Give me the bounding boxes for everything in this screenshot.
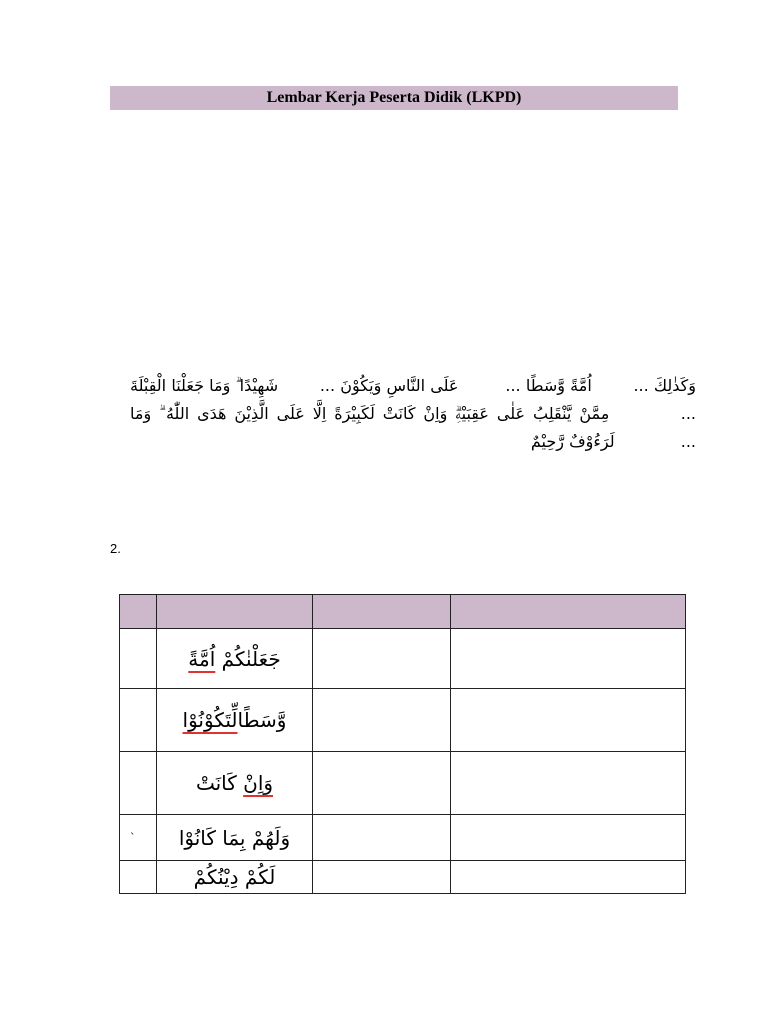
row-number-cell: [120, 629, 157, 689]
word-main: كَانَتْ: [195, 771, 237, 795]
answer-cell-b[interactable]: [451, 861, 686, 894]
arabic-word-cell: [157, 815, 313, 861]
answer-cell-a[interactable]: [313, 815, 451, 861]
arabic-word-cell: [157, 689, 313, 752]
header-cell-b: [451, 595, 686, 629]
word-underlined: لِّتَكُوْنُوْا: [182, 708, 238, 732]
word-main: وَلَهُمْ: [251, 825, 291, 850]
word-underlined: اُمَّةً: [188, 646, 216, 671]
answer-cell-b[interactable]: [451, 689, 686, 752]
table-row: [120, 861, 686, 894]
verse-segment: اُمَّةً وَّسَطًا ...: [505, 376, 592, 395]
arabic-word-cell: [157, 861, 313, 894]
word-main-2: دِيْنُكُمْ: [193, 865, 239, 889]
verse-segment: وَكَذٰلِكَ ...: [633, 376, 697, 395]
verse-segment: ...: [680, 432, 696, 451]
header-cell-number: [120, 595, 157, 629]
answer-cell-a[interactable]: [313, 629, 451, 689]
verse-segment: لَرَءُوْفٌ رَّحِيْمٌ: [530, 432, 615, 451]
answer-cell-a[interactable]: [313, 861, 451, 894]
verse-segment: مِمَّنْ يَّنْقَلِبُ عَلٰى عَقِبَيْهِۗ وَاِنْ كَانَتْ لَكَبِيْرَةً اِلَّا عَلَى الَّذِيْنَ هَدَى اللّٰهُ ۗ وَمَا: [130, 404, 610, 423]
table-row: [120, 752, 686, 815]
verse-segment: شَهِيْدًا ۗ وَمَا جَعَلْنَا: [171, 376, 279, 395]
row-number-cell: [120, 752, 157, 815]
header-cell-word: [157, 595, 313, 629]
question-number: 2.: [110, 541, 121, 556]
answer-cell-a[interactable]: [313, 689, 451, 752]
verse-segment: الْقِبْلَةَ ...: [130, 376, 696, 423]
arabic-word-cell: [157, 629, 313, 689]
answer-cell-b[interactable]: [451, 815, 686, 861]
row-number-cell: ˋ: [120, 815, 157, 861]
word-main: لَكُمْ: [244, 865, 276, 889]
worksheet-title: Lembar Kerja Peserta Didik (LKPD): [110, 86, 678, 110]
row-number-cell: [120, 689, 157, 752]
vocabulary-table: [119, 594, 686, 894]
answer-cell-b[interactable]: [451, 629, 686, 689]
row-number-cell: [120, 861, 157, 894]
table-header-row: [120, 595, 686, 629]
word-underlined: وَاِنْ: [243, 771, 274, 795]
verse-segment: عَلَى النَّاسِ وَيَكُوْنَ ...: [319, 376, 459, 395]
word-main-2: بِمَا كَانُوْا: [178, 825, 246, 850]
word-main: جَعَلْنٰكُمْ: [221, 646, 281, 671]
arabic-word-cell: [157, 752, 313, 815]
answer-cell-a[interactable]: [313, 752, 451, 815]
answer-cell-b[interactable]: [451, 752, 686, 815]
word-main: وَّسَطًا: [237, 708, 287, 732]
table-row: [120, 629, 686, 689]
table-row: [120, 815, 686, 861]
table-row: [120, 689, 686, 752]
header-cell-a: [313, 595, 451, 629]
arabic-verse: [130, 372, 696, 456]
